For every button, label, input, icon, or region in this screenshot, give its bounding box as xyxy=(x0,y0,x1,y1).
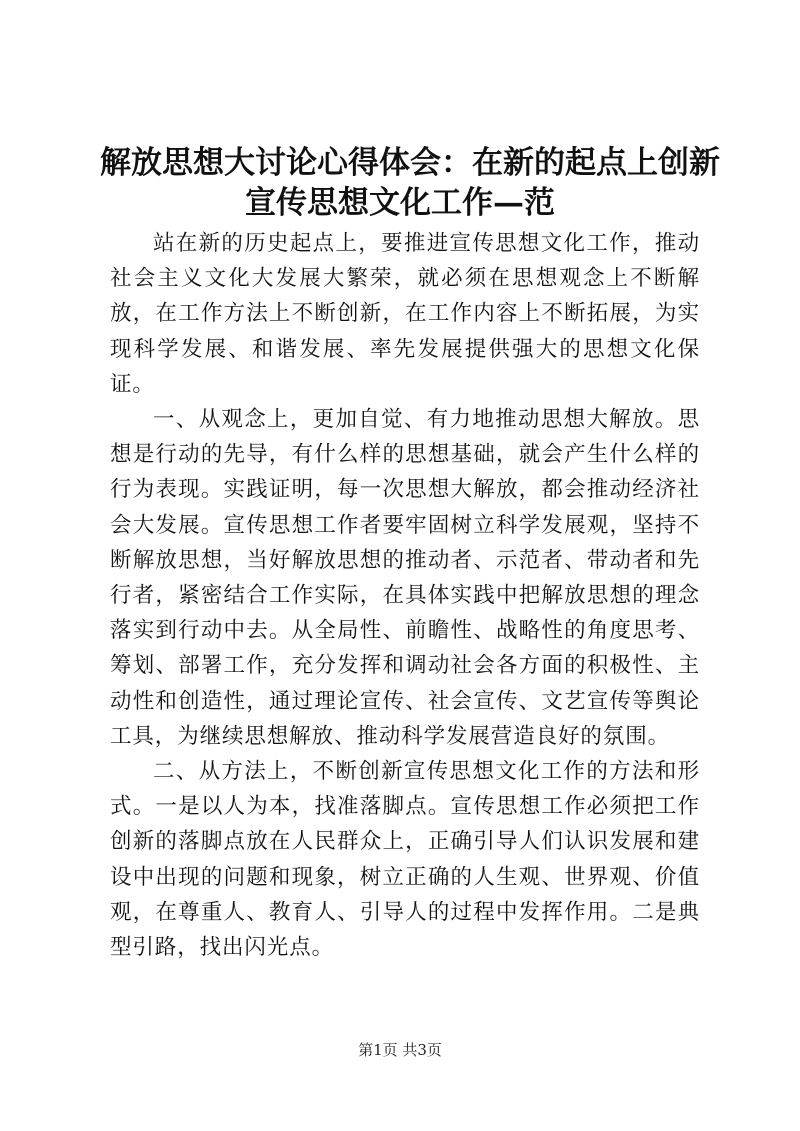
paragraph-section-2: 二、从方法上，不断创新宣传思想文化工作的方法和形式。一是以人为本，找准落脚点。宣传思想工作必须把工作创新的落脚点放在人民群众上，正确引导人们认识发展和建设中出现的问题和现象，树立正确的人生观、世界观、价值观，在尊重人、教育人、引导人的过程中发挥作用。二是典型引路，找出闪光点。 xyxy=(110,759,700,961)
page-footer xyxy=(0,1040,800,1060)
document-title xyxy=(100,143,720,223)
document-body xyxy=(110,226,700,965)
title-line-1: 解放思想大讨论心得体会：在新的起点上创新 xyxy=(100,145,720,181)
title-line-2: 宣传思想文化工作—范 xyxy=(245,185,555,221)
paragraph-section-1: 一、从观念上，更加自觉、有力地推动思想大解放。思想是行动的先导，有什么样的思想基础，就会产生什么样的行为表现。实践证明，每一次思想大解放，都会推动经济社会大发展。宣传思想工作者要牢固树立科学发展观，坚持不断解放思想，当好解放思想的推动者、示范者、带动者和先行者，紧密结合工作实际，在具体实践中把解放思想的理念落实到行动中去。从全局性、前瞻性、战略性的角度思考、筹划、部署工作，充分发挥和调动社会各方面的积极性、主动性和创造性，通过理论宣传、社会宣传、文艺宣传等舆论工具，为继续思想解放、推动科学发展营造良好的氛围。 xyxy=(110,407,700,749)
page-indicator: 第1页 共3页 xyxy=(358,1041,442,1059)
paragraph-intro: 站在新的历史起点上，要推进宣传思想文化工作，推动社会主义文化大发展大繁荣，就必须在思想观念上不断解放，在工作方法上不断创新，在工作内容上不断拓展，为实现科学发展、和谐发展、率先发展提供强大的思想文化保证。 xyxy=(110,231,700,397)
